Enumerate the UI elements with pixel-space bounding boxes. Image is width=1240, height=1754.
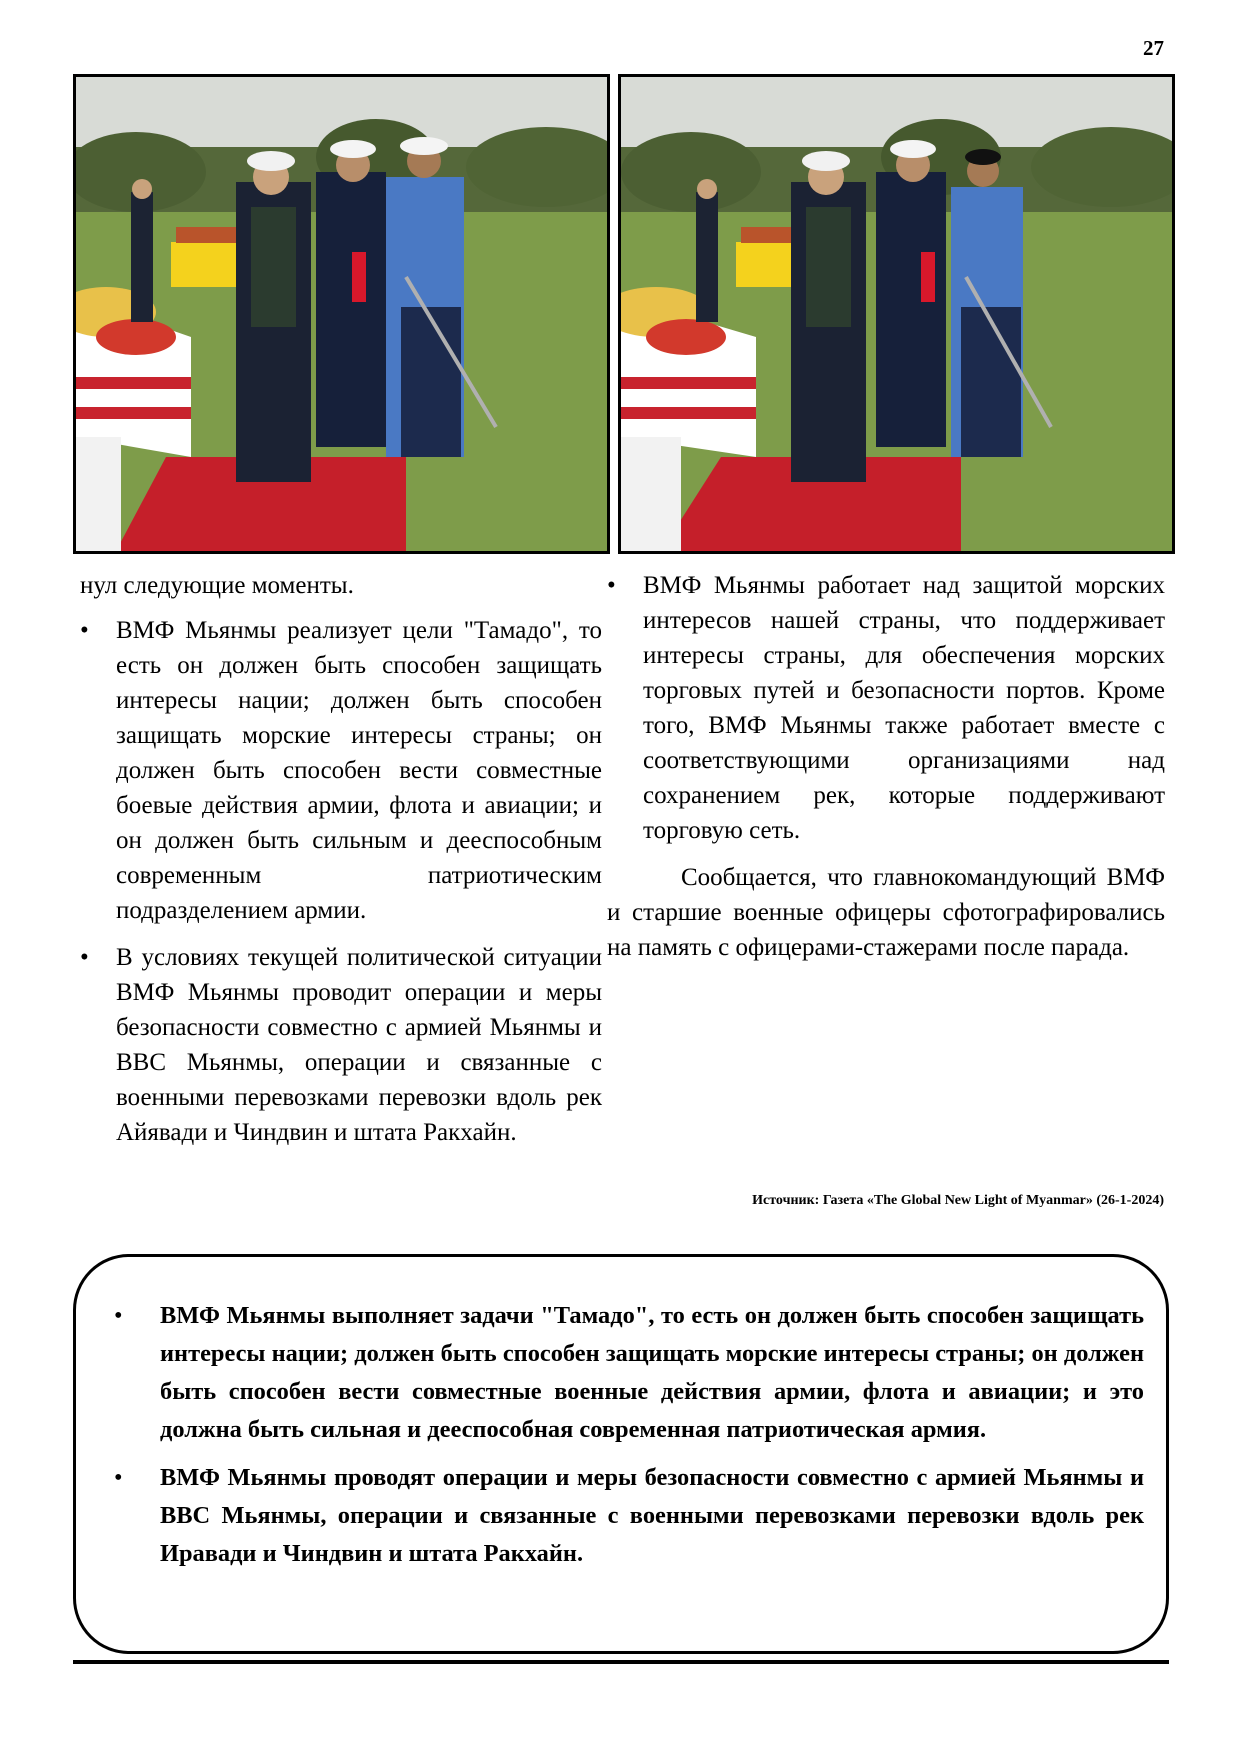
right-column: [607, 568, 1165, 965]
left-bullet-list: [80, 613, 602, 1150]
bullet-icon: •: [114, 1464, 123, 1491]
page-number: 27: [1143, 36, 1164, 60]
ceremony-photo-left: [73, 74, 610, 554]
list-item: • ВМФ Мьянмы проводят операции и меры безопасности совместно с армией Мьянмы и ВВС Мьянмы, операции и связанные с военными перевозками перевозки вдоль рек Иравади и Чиндвин и штата Ракхайн.: [96, 1459, 1144, 1573]
ceremony-photo-right: [618, 74, 1175, 554]
summary-box: [73, 1254, 1169, 1654]
summary-bullet-list: [96, 1297, 1144, 1573]
list-item: • В условиях текущей политической ситуации ВМФ Мьянмы проводит операции и меры безопасности совместно с армией Мьянмы и ВВС Мьянмы, операции и связанные с военными перевозками перевозки вдоль рек Айявади и Чиндвин и штата Ракхайн.: [80, 940, 602, 1150]
source-citation: Источник: Газета «The Global New Light of Myanmar» (26-1-2024): [752, 1193, 1164, 1208]
list-item: • ВМФ Мьянмы работает над защитой морских интересов нашей страны, что поддерживает интересы страны, для обеспечения морских торговых путей и безопасности портов. Кроме того, ВМФ Мьянмы также работает вместе с соответствующими организациями над сохранением рек, которые поддерживают торговую сеть.: [607, 568, 1165, 848]
right-bullet-list: [607, 568, 1165, 848]
list-item: • ВМФ Мьянмы выполняет задачи "Тамадо", то есть он должен быть способен защищать интересы нации; должен быть способен защищать морские интересы страны; он должен быть способен вести совместные военные действия армии, флота и авиации; и это должна быть сильная и дееспособная современная патриотическая армия.: [96, 1297, 1144, 1449]
bullet-icon: •: [607, 572, 616, 599]
left-column: [80, 568, 602, 1150]
list-item: • ВМФ Мьянмы реализует цели "Тамадо", то есть он должен быть способен защищать интересы нации; должен быть способен защищать морские интересы страны; он должен быть способен вести совместные боевые действия армии, флота и авиации; и он должен быть сильным и дееспособным современным патриотическим подразделением армии.: [80, 613, 602, 928]
bullet-icon: •: [114, 1302, 123, 1329]
bullet-icon: •: [80, 617, 89, 644]
right-paragraph: Сообщается, что главнокомандующий ВМФ и старшие военные офицеры сфотографировались на память с офицерами-стажерами после парада.: [607, 864, 1165, 961]
bullet-icon: •: [80, 944, 89, 971]
left-intro-text: нул следующие моменты.: [80, 572, 354, 599]
bottom-rule: [73, 1660, 1169, 1664]
